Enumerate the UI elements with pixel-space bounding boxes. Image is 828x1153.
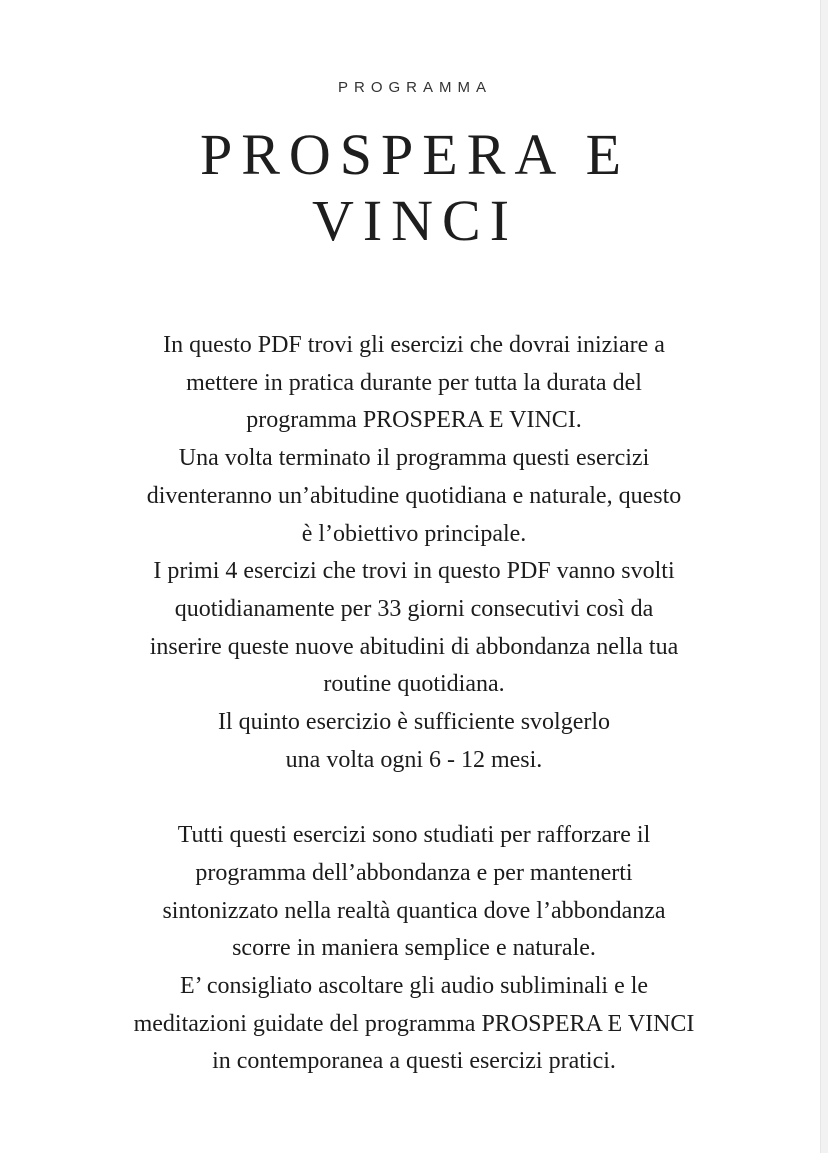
text-line: routine quotidiana. — [323, 671, 505, 698]
text-line: quotidianamente per 33 giorni consecutivi così da — [174, 595, 654, 622]
paragraph-intro — [0, 327, 828, 779]
program-title — [0, 122, 828, 254]
paragraph-exercises — [0, 817, 828, 1081]
text-line: in contemporanea a questi esercizi pratici. — [212, 1048, 616, 1075]
page-edge — [821, 0, 828, 1153]
text-line: diventeranno un’abitudine quotidiana e naturale, questo — [146, 482, 682, 509]
text-line: Tutti questi esercizi sono studiati per rafforzare il — [177, 822, 651, 849]
text-line: programma PROSPERA E VINCI. — [246, 407, 582, 434]
body-text — [0, 327, 828, 1081]
text-line: è l’obiettivo principale. — [301, 520, 527, 547]
text-line: una volta ogni 6 - 12 mesi. — [285, 746, 543, 773]
title-line: VINCI — [311, 188, 519, 253]
text-line: mettere in pratica durante per tutta la durata del — [186, 369, 642, 396]
program-kicker: PROGRAMMA — [337, 79, 492, 96]
title-line: PROSPERA E — [199, 122, 631, 187]
text-line: scorre in maniera semplice e naturale. — [232, 935, 596, 962]
paragraph-gap — [0, 779, 828, 817]
text-line: Una volta terminato il programma questi esercizi — [178, 445, 650, 472]
text-line: E’ consigliato ascoltare gli audio subliminali e le — [179, 972, 649, 999]
text-line: I primi 4 esercizi che trovi in questo PDF vanno svolti — [153, 558, 675, 585]
text-line: inserire queste nuove abitudini di abbondanza nella tua — [149, 633, 679, 660]
text-line: Il quinto esercizio è sufficiente svolgerlo — [217, 709, 611, 736]
text-line: sintonizzato nella realtà quantica dove l’abbondanza — [162, 897, 666, 924]
text-line: In questo PDF trovi gli esercizi che dovrai iniziare a — [163, 332, 665, 358]
text-line: programma dell’abbondanza e per mantenerti — [195, 859, 633, 886]
text-line: meditazioni guidate del programma PROSPERA E VINCI — [133, 1010, 695, 1037]
